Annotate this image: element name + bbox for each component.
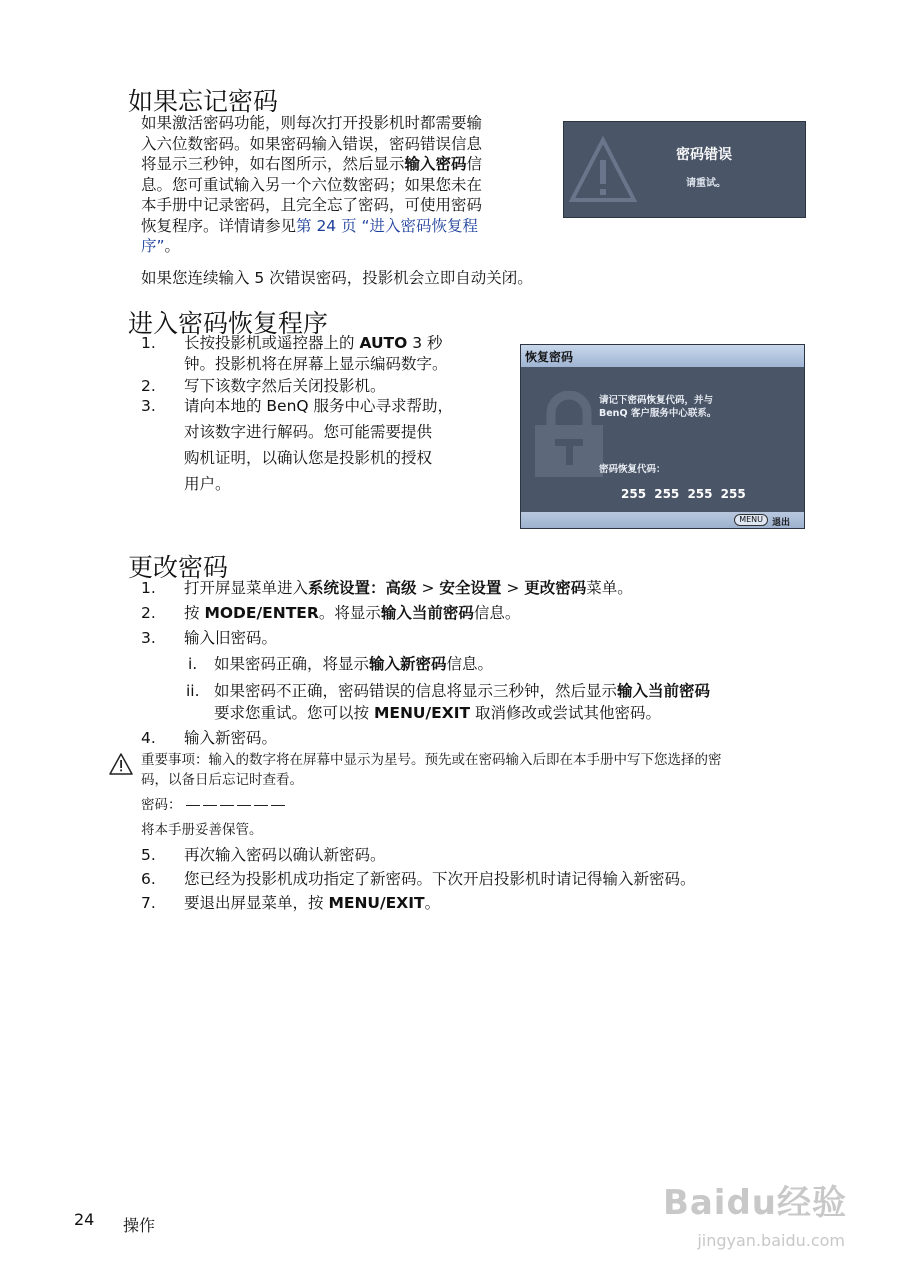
list-item-text: 要退出屏显菜单，按 MENU/EXIT。 — [184, 894, 441, 912]
list-item: 7. — [141, 894, 156, 912]
para-line: 恢复程序。详情请参见第 24 页 “进入密码恢复程 — [141, 216, 479, 235]
recovery-code-value: 255 255 255 255 — [621, 487, 746, 501]
password-error-dialog — [563, 121, 806, 218]
heading-forgot-password: 如果忘记密码 — [128, 87, 279, 116]
para-line: 如果激活密码功能，则每次打开投影机时都需要输 — [141, 114, 483, 132]
password-record-line — [141, 796, 288, 815]
list-item: 1. 长按投影机或遥控器上的 AUTO 3 秒 — [141, 334, 443, 352]
list-item-text: 输入旧密码。 — [184, 629, 278, 647]
password-blank — [254, 805, 268, 806]
list-item: 5. — [141, 846, 156, 864]
forgot-password-paragraph — [141, 113, 551, 257]
para-line: 序”。 — [141, 237, 181, 255]
page-reference-link[interactable]: 第 24 页 “进入密码恢复程 — [296, 216, 479, 235]
important-note: 重要事项：输入的数字将在屏幕中显示为星号。预先或在密码输入后即在本手册中写下您选择的密 — [141, 752, 722, 768]
heading-change-password: 更改密码 — [128, 553, 229, 582]
list-item-cont: 用户。 — [184, 475, 231, 493]
sub-item-num: i. — [188, 655, 198, 673]
exit-label: 退出 — [771, 518, 790, 528]
password-blank — [220, 805, 234, 806]
password-blank — [271, 805, 285, 806]
menu-button[interactable]: MENU — [734, 514, 768, 526]
dialog-instruction: 请记下密码恢复代码，并与 — [599, 395, 714, 406]
para-line: 入六位数密码。如果密码输入错误，密码错误信息 — [141, 134, 483, 153]
recovery-steps — [141, 333, 511, 496]
list-item-text: 再次输入密码以确认新密码。 — [184, 846, 386, 864]
sub-item-num: ii. — [186, 682, 200, 700]
password-blank — [186, 805, 200, 806]
important-note-cont: 码，以备日后忘记时查看。 — [141, 772, 303, 788]
lock-icon — [529, 391, 609, 479]
password-blank — [237, 805, 251, 806]
list-item: 3. — [141, 629, 156, 647]
password-blank — [203, 805, 217, 806]
list-item-text: 打开屏显菜单进入系统设置：高级 > 安全设置 > 更改密码菜单。 — [184, 579, 633, 597]
list-item: 2. — [141, 604, 156, 622]
auto-shutdown-note: 如果您连续输入 5 次错误密码，投影机会立即自动关闭。 — [141, 269, 533, 287]
dialog-footer — [521, 512, 804, 528]
list-item: 3. 请向本地的 BenQ 服务中心寻求帮助， — [141, 397, 454, 415]
dialog-title: 恢复密码 — [525, 350, 574, 364]
list-item-text: 按 MODE/ENTER。将显示输入当前密码信息。 — [184, 604, 521, 622]
baidu-watermark: Baidu经验 — [662, 1183, 847, 1223]
caution-icon — [108, 752, 134, 776]
sub-item-text: 如果密码不正确，密码错误的信息将显示三秒钟，然后显示输入当前密码 — [214, 682, 711, 700]
sub-item-text: 如果密码正确，将显示输入新密码信息。 — [214, 655, 494, 673]
bold-term: 输入密码 — [404, 155, 467, 173]
footer-section-label: 操作 — [123, 1216, 156, 1235]
watermark-url: jingyan.baidu.com — [697, 1231, 845, 1250]
dialog-titlebar — [521, 345, 804, 367]
para-line: 本手册中记录密码，且完全忘了密码，可使用密码 — [141, 196, 483, 214]
recover-password-dialog — [520, 344, 805, 529]
page-number: 24 — [74, 1210, 95, 1229]
dialog-message: 请重试。 — [686, 178, 726, 189]
heading-password-recovery: 进入密码恢复程序 — [128, 309, 329, 338]
keep-manual-note: 将本手册妥善保管。 — [141, 822, 263, 838]
para-line: 将显示三秒钟，如右图所示，然后显示输入密码信 — [141, 155, 483, 173]
list-item: 6. — [141, 870, 156, 888]
para-line: 息。您可重试输入另一个六位数密码；如果您未在 — [141, 175, 483, 194]
dialog-instruction: BenQ 客户服务中心联系。 — [599, 408, 717, 419]
page-reference-link-cont[interactable]: 序” — [141, 237, 165, 255]
list-item-cont: 钟。投影机将在屏幕上显示编码数字。 — [184, 354, 448, 373]
list-item: 4. — [141, 729, 156, 747]
list-item: 2. 写下该数字然后关闭投影机。 — [141, 376, 386, 395]
sub-item-text-cont: 要求您重试。您可以按 MENU/EXIT 取消修改或尝试其他密码。 — [214, 704, 661, 722]
dialog-title: 密码错误 — [676, 147, 732, 163]
list-item-cont: 对该数字进行解码。您可能需要提供 — [184, 423, 433, 441]
password-label: 密码： — [141, 797, 182, 813]
list-item-text: 您已经为投影机成功指定了新密码。下次开启投影机时请记得输入新密码。 — [184, 870, 696, 888]
list-item-text: 输入新密码。 — [184, 729, 278, 747]
list-item-cont: 购机证明，以确认您是投影机的授权 — [184, 449, 433, 467]
list-item: 1. — [141, 579, 156, 597]
recovery-code-label: 密码恢复代码： — [599, 464, 666, 475]
